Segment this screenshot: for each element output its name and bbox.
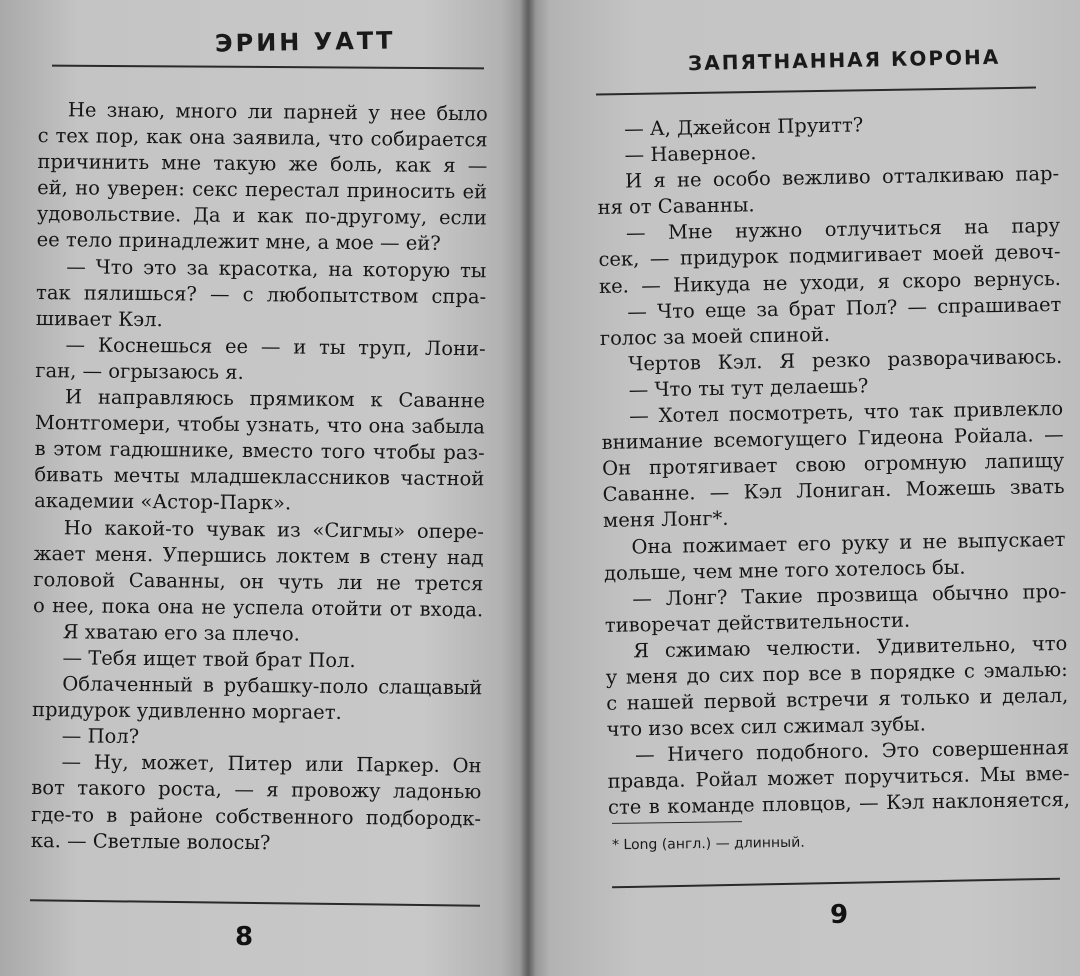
left-line-7: — Что это за красотка, на которую ты xyxy=(66,254,487,282)
right-line-12: — Хотел посмотреть, что так привлекло xyxy=(629,396,1064,428)
left-header-rule xyxy=(52,65,484,70)
left-line-22: — Тебя ищет твой брат Пол. xyxy=(62,646,356,673)
left-line-5: удовольствие. Да и как по-другому, если xyxy=(36,202,487,230)
right-line-21: Я сжимаю челюсти. Удивительно, что xyxy=(633,631,1068,663)
right-line-20: тиворечат действительности. xyxy=(604,608,911,637)
right-line-7: ке. — Никуда не уходи, я скоро вернусь. xyxy=(598,266,1062,298)
right-line-26: правда. Ройал может поручиться. Мы вме- xyxy=(607,762,1070,794)
right-line-9: голос за моей спиной. xyxy=(599,322,831,350)
footnote-rule xyxy=(612,821,742,824)
right-line-2: — Наверное. xyxy=(624,141,757,167)
right-line-11: — Что ты тут делаешь? xyxy=(628,374,869,402)
right-line-8: — Что еще за брат Пол? — спрашивает xyxy=(627,292,1062,324)
left-line-14: в этом гадюшнике, вместо того чтобы раз- xyxy=(34,437,485,465)
left-line-10: — Коснешься ее — и ты труп, Лони- xyxy=(65,333,486,361)
left-line-17: Но какой-то чувак из «Сигмы» опере- xyxy=(63,515,484,543)
left-running-head: ЭРИН УАТТ xyxy=(214,26,396,58)
right-body-text xyxy=(596,109,1070,821)
left-line-18: жает меня. Упершись локтем в стену над xyxy=(33,541,484,569)
right-line-5: — Мне нужно отлучиться на пару xyxy=(625,214,1061,245)
left-line-13: Монтгомери, чтобы узнать, что она забыла xyxy=(34,411,485,439)
right-line-24: что изо всех сил сжимал зубы. xyxy=(606,712,926,742)
right-line-19: — Лонг? Такие прозвища обычно про- xyxy=(632,579,1067,611)
left-line-23: Облаченный в рубашку-поло слащавый xyxy=(62,672,483,700)
right-line-16: меня Лонг*. xyxy=(602,507,729,533)
right-running-head: ЗАПЯТНАННАЯ КОРОНА xyxy=(687,44,1001,76)
left-line-29: ка. — Светлые волосы? xyxy=(30,828,271,854)
left-footer-rule xyxy=(30,899,480,906)
right-line-27: сте в команде пловцов, — Кэл наклоняется, xyxy=(607,788,1071,820)
book-gutter-shadow xyxy=(520,0,536,976)
left-line-27: вот такого роста, — я провожу ладонью xyxy=(31,776,482,804)
right-footer-rule xyxy=(612,878,1060,889)
left-line-28: где-то в районе собственного подбородк- xyxy=(31,802,482,830)
right-line-1: — А, Джейсон Пруитт? xyxy=(624,113,864,141)
right-line-15: Саванне. — Кэл Лониган. Можешь звать xyxy=(602,475,1065,507)
left-line-6: ее тело принадлежит мне, а мое — ей? xyxy=(36,228,441,256)
left-line-3: причинить мне такую же боль, как я — xyxy=(37,150,488,178)
left-line-16: академии «Астор-Парк». xyxy=(34,489,292,515)
right-line-3: И я не особо вежливо отталкиваю пар- xyxy=(624,162,1060,193)
left-line-4: ей, но уверен: секс перестал приносить ей xyxy=(37,176,488,204)
right-line-4: ня от Саванны. xyxy=(597,193,755,220)
left-body-text xyxy=(31,97,488,858)
left-line-12: И направляюсь прямиком к Саванне xyxy=(65,385,486,413)
left-line-25: — Пол? xyxy=(61,724,140,749)
right-line-22: у меня до сих пор все в порядке с эмалью: xyxy=(605,657,1068,689)
left-line-1: Не знаю, много ли парней у нее было xyxy=(67,98,488,126)
left-folio: 8 xyxy=(235,922,254,952)
left-line-2: с тех пор, как она заявила, что собирается xyxy=(37,124,488,152)
right-line-13: внимание всемогущего Гидеона Ройала. — xyxy=(601,423,1064,455)
left-line-8: так пялишься? — с любопытством спра- xyxy=(36,280,487,308)
right-line-18: дольше, чем мне того хотелось бы. xyxy=(603,555,966,585)
left-line-11: ган, — огрызаюсь я. xyxy=(35,358,244,384)
footnote-text: * Long (англ.) — длинный. xyxy=(611,834,805,854)
right-folio: 9 xyxy=(830,900,849,930)
right-line-10: Чертов Кэл. Я резко разворачиваюсь. xyxy=(628,344,1063,376)
right-line-25: — Ничего подобного. Это совершенная xyxy=(634,736,1070,767)
left-line-24: придурок удивленно моргает. xyxy=(32,698,342,725)
left-line-9: шивает Кэл. xyxy=(35,306,163,331)
left-line-15: бивать мечты младшеклассников частной xyxy=(34,463,485,491)
right-line-6: сек, — придурок подмигивает моей девоч- xyxy=(598,240,1061,272)
right-header-rule xyxy=(596,87,1036,96)
left-line-19: головой Саванны, он чуть ли не трется xyxy=(33,567,484,595)
left-line-20: о нее, пока она не успела отойти от входа. xyxy=(33,593,484,622)
left-page xyxy=(0,0,528,976)
right-line-17: Она пожимает его руку и не выпускает xyxy=(631,527,1066,558)
right-page xyxy=(528,0,1080,976)
left-line-21: Я хватаю его за плечо. xyxy=(62,620,301,646)
left-line-26: — Ну, может, Питер или Паркер. Он xyxy=(61,750,482,778)
right-line-14: Он протягивает свою огромную лапищу xyxy=(601,449,1065,481)
right-line-23: с нашей первой встречи я только и делал, xyxy=(606,683,1069,715)
